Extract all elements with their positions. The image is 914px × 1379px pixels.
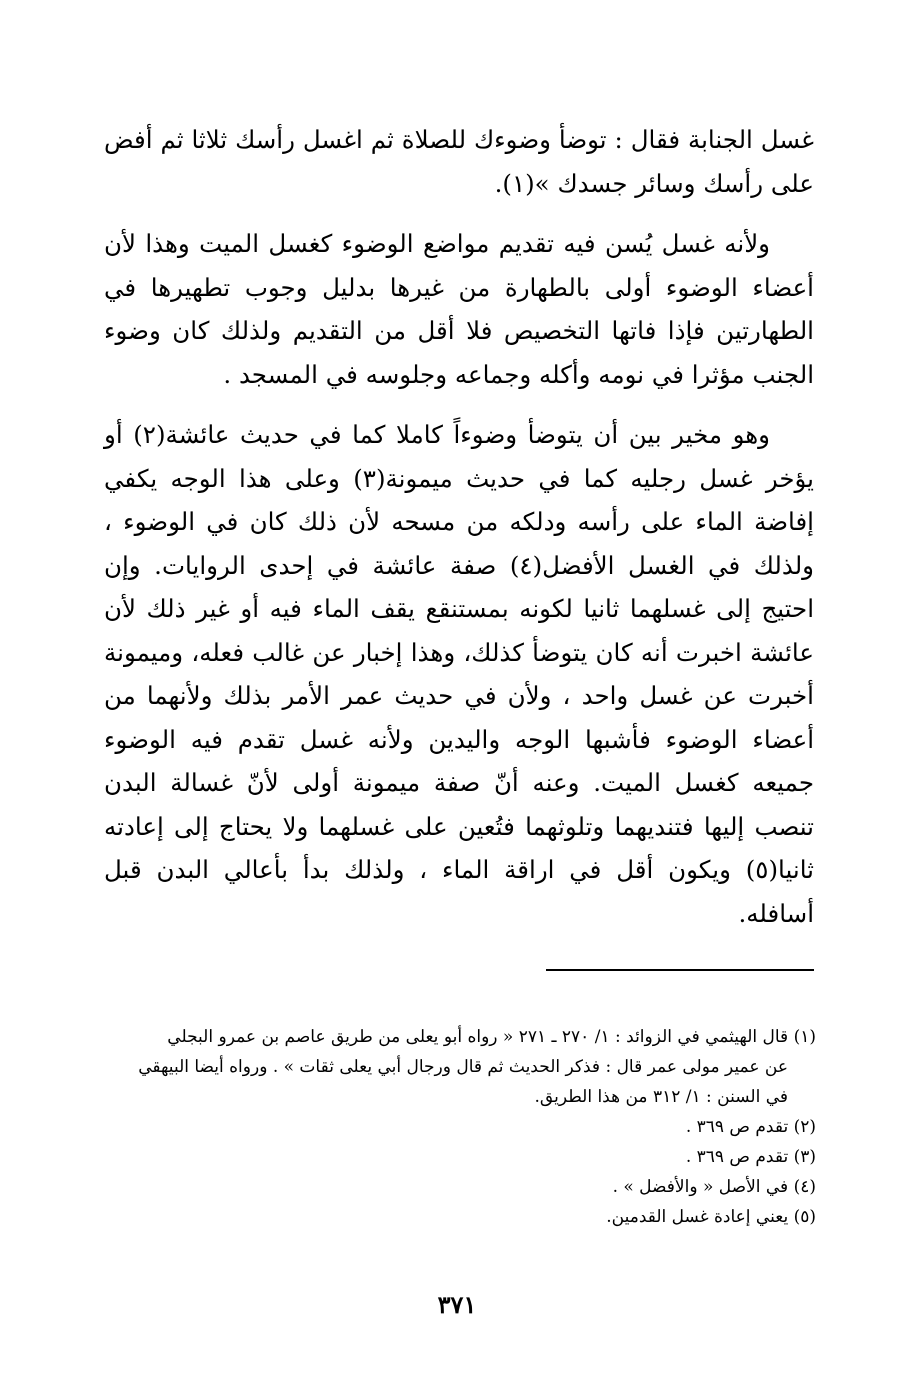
page-number: ٣٧١ xyxy=(437,1290,477,1319)
footnote-2: (٢) تقدم ص ٣٦٩ . xyxy=(685,1117,816,1137)
footnote-1-line-3: في السنن : ١/ ٣١٢ من هذا الطريق. xyxy=(534,1087,788,1107)
paragraph-3: وهو مخير بين أن يتوضأ وضوءاً كاملا كما في حديث عائشة(٢) أو يؤخر غسل رجليه كما في حديث ميمونة(٣) وعلى هذا الوجه يكفي إفاضة الماء على رأسه ودلكه من مسحه لأن ذلك كان في الوضوء ، ولذلك في الغسل الأفضل(٤) صفة عائشة في إحدى الروايات. وإن احتيج إلى غسلهما ثانيا لكونه بمستنقع يقف الماء فيه أو غير ذلك لأن عائشة اخبرت أنه كان يتوضأ كذلك، وهذا إخبار عن غالب فعله، وميمونة أخبرت عن غسل واحد ، ولأن في حديث عمر الأمر بذلك ولأنهما من أعضاء الوضوء فأشبها الوجه واليدين ولأنه غسل تقدم فيه الوضوء جميعه كغسل الميت. وعنه أنّ صفة ميمونة أولى لأنّ غسالة البدن تنصب إليها فتنديهما وتلوثهما فتُعين على غسلهما ولا يحتاج إلى إعادته ثانيا(٥) ويكون أقل في اراقة الماء ، ولذلك بدأ بأعالي البدن قبل أسافله. xyxy=(104,420,815,928)
footnote-separator-rule xyxy=(546,969,814,971)
footnote-1-line-1: (١) قال الهيثمي في الزوائد : ١/ ٢٧٠ ـ ٢٧١ « رواه أبو يعلى من طريق عاصم بن عمرو البجلي xyxy=(167,1027,816,1047)
footnote-5: (٥) يعني إعادة غسل القدمين. xyxy=(606,1207,816,1227)
paragraph-2: ولأنه غسل يُسن فيه تقديم مواضع الوضوء كغسل الميت وهذا لأن أعضاء الوضوء أولى بالطهارة من غيرها بدليل وجوب تطهيرها في الطهارتين فإذا فاتها التخصيص فلا أقل من التقديم ولذلك كان وضوء الجنب مؤثرا في نومه وأكله وجماعه وجلوسه في المسجد . xyxy=(104,229,814,389)
paragraph-1: غسل الجنابة فقال : توضأ وضوءك للصلاة ثم اغسل رأسك ثلاثا ثم أفض على رأسك وسائر جسدك »(١). xyxy=(104,125,814,198)
main-text-body xyxy=(104,118,814,935)
footnote-3: (٣) تقدم ص ٣٦٩ . xyxy=(685,1147,816,1167)
footnotes-section xyxy=(104,1022,816,1232)
footnote-4: (٤) في الأصل « والأفضل » . xyxy=(612,1177,816,1197)
footnote-1-line-2: عن عمير مولى عمر قال : فذكر الحديث ثم قال ورجال أبي يعلى ثقات » . ورواه أيضا البيهقي xyxy=(138,1057,788,1077)
